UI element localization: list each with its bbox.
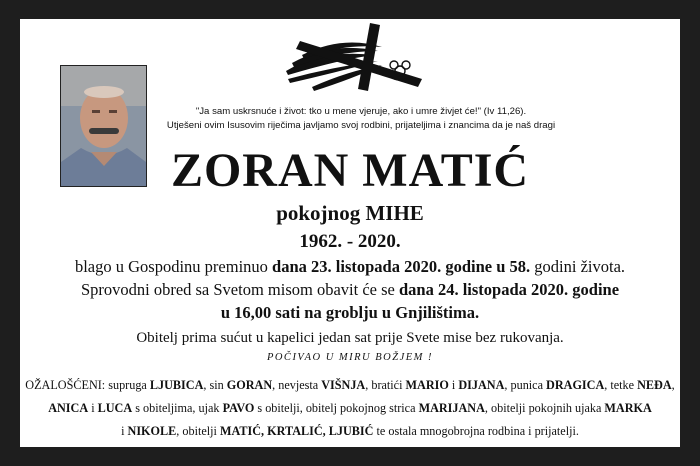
mourner-text: , nevjesta [272,378,322,392]
condolence-note: Obitelj prima sućut u kapelici jedan sat prije Svete mise bez rukovanja. [136,330,564,346]
mourner-name: VIŠNJA [321,378,366,392]
mourner-text: , bratići [365,378,406,392]
mourner-text: i [448,378,459,392]
mourner-text: , obitelji [176,424,220,438]
mourner-text: , punica [504,378,547,392]
mourner-name: DRAGICA [546,378,605,392]
mourner-name: NIKOLE [127,424,177,438]
mourner-name: MATIĆ, KRTALIĆ, LJUBIĆ [219,424,374,438]
mourner-text: OŽALOŠĆENI: [25,378,109,392]
death-announcement [20,256,680,278]
father-name: pokojnog MIHE [276,201,424,225]
mourner-text: s obiteljima, ujak [132,401,223,415]
cross-with-palm-branch-icon [282,21,428,93]
mourner-text: i [121,424,128,438]
mourner-text: , tetke [604,378,638,392]
mourner-text: s obitelji, obitelj pokojnog strica [254,401,419,415]
mourner-name: GORAN [226,378,273,392]
mourner-text: te ostala mnogobrojna rodbina i prijatelji. [373,424,579,438]
mourner-text: i [88,401,98,415]
death-text-c: godini života. [530,257,626,276]
funeral-time-place [20,302,680,324]
bible-quote [148,105,574,133]
mourners-line-3 [20,421,680,441]
funeral-date: dana 24. listopada 2020. godine [398,280,620,299]
portrait-image [61,66,146,186]
mourner-name: MARIO [405,378,449,392]
obituary-notice [20,19,680,447]
mourner-text: , sin [203,378,227,392]
mourner-name: MARIJANA [418,401,485,415]
deceased-name: ZORAN MATIĆ [170,144,530,197]
quote-line-2: Utješeni ovim Isusovim riječima javljamo svoj rodbini, prijateljima i znancima da je naš dragi [166,120,556,131]
death-text-a: blago u Gospodinu preminuo [74,257,273,276]
mourner-name: DIJANA [458,378,505,392]
deceased-portrait-photo [60,65,147,187]
mourner-name: ANICA [48,401,89,415]
mourner-text: supruga [108,378,150,392]
mourner-name: PAVO [222,401,255,415]
rest-in-peace: POČIVAO U MIRU BOŽJEM ! [266,352,434,363]
mourners-line-2 [20,398,680,418]
mourners-line-1 [20,375,680,395]
death-date: dana 23. listopada 2020. godine u 58. [272,257,531,276]
mourner-name: MARKA [604,401,652,415]
mourner-text: , obitelji pokojnih ujaka [484,401,605,415]
life-years: 1962. - 2020. [299,231,401,252]
mourner-text: , [671,378,675,392]
funeral-announcement [20,279,680,301]
mourner-name: NEĐA [637,378,672,392]
quote-line-1: "Ja sam uskrsnuće i život: tko u mene vjeruje, ako i umre živjet će!" (Iv 11,26). [195,106,527,117]
funeral-text-a: Sprovodni obred sa Svetom misom obavit će se [80,280,399,299]
mourner-name: LUCA [97,401,133,415]
mourner-name: LJUBICA [149,378,204,392]
funeral-time: u 16,00 sati na groblju u Gnjilištima. [220,303,480,322]
